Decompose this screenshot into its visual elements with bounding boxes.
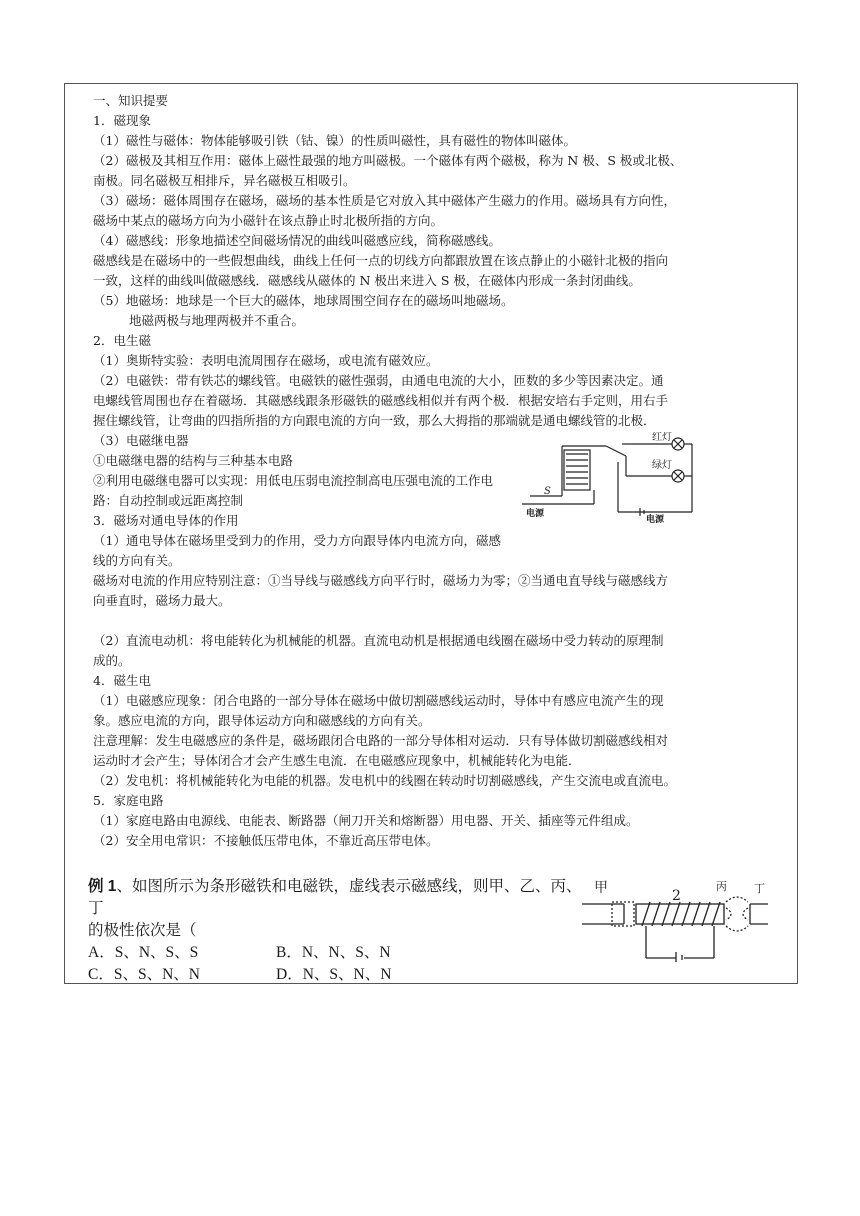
paragraph: （2）安全用电常识：不接触低压带电体，不靠近高压带电体。 [93,833,439,848]
paragraph: （2）电磁铁：带有铁芯的螺线管。电磁铁的磁性强弱，由通电电流的大小，匝数的多少等因素决定。通 [93,373,664,388]
source-label: 电源 [526,509,545,519]
question-text: 、如图所示为条形磁铁和电磁铁，虚线表示磁感线，则甲、乙、丙、丁 [88,878,582,917]
example-label: 例 1 [88,878,117,895]
paragraph: （1）通电导体在磁场里受到力的作用，受力方向跟导体内电流方向，磁感 [93,533,501,548]
paragraph: （2）磁极及其相互作用：磁体上磁性最强的地方叫磁极。一个磁体有两个磁极，称为 N 极、S 极或北极、 [93,153,683,168]
option-c: C．S、S、N、N [88,966,200,983]
source-label: 电源 [646,515,665,524]
option-d: D．N、S、N、N [276,966,392,983]
paragraph: 向垂直时，磁场力最大。 [93,593,231,608]
magnet-figure [580,872,768,964]
green-lamp-label: 绿灯 [652,460,672,471]
paragraph: （4）磁感线：形象地描述空间磁场情况的曲线叫磁感应线，简称磁感线。 [93,233,501,248]
paragraph: （1）磁性与磁体：物体能够吸引铁（钴、镍）的性质叫磁性，具有磁性的物体叫磁体。 [93,133,576,148]
option-a: A．S、N、S、S [88,944,199,961]
paragraph: 路：自动控制或远距离控制 [93,493,244,508]
paragraph: （3）磁场：磁体周围存在磁场，磁场的基本性质是它对放入其中磁体产生磁力的作用。磁场具有方向性， [93,193,676,208]
paragraph: （1）奥斯特实验：表明电流周围存在磁场，或电流有磁效应。 [93,353,439,368]
paragraph: （5）地磁场：地球是一个巨大的磁体，地球周围空间存在的磁场叫地磁场。 [93,293,514,308]
paragraph: 磁场对电流的作用应特别注意：①当导线与磁感线方向平行时，磁场力为零；②当通电直导线与磁感线方 [93,573,669,588]
switch-label: S [544,486,551,497]
label-jia: 甲 [594,880,608,896]
paragraph: （1）电磁感应现象：闭合电路的一部分导体在磁场中做切割磁感线运动时，导体中有感应电流产生的现 [93,693,664,708]
section-title: 一、知识提要 [93,93,169,108]
paragraph: （2）直流电动机：将电能转化为机械能的机器。直流电动机是根据通电线圈在磁场中受力转动的原理制 [93,633,664,648]
paragraph: （3）电磁继电器 [93,433,189,448]
paragraph: 磁场中某点的磁场方向为小磁针在该点静止时北极所指的方向。 [93,213,444,228]
paragraph: 线的方向有关。 [93,553,181,568]
paragraph: ②利用电磁继电器可以实现：用低电压弱电流控制高电压强电流的工作电 [93,473,494,488]
option-b: B．N、N、S、N [276,944,391,961]
paragraph: 注意理解：发生电磁感应的条件是，磁场跟闭合电路的一部分导体相对运动．只有导体做切割磁感线相对 [93,733,669,748]
red-lamp-label: 红灯 [652,432,672,443]
relay-circuit-figure [522,432,698,524]
paragraph: 磁感线是在磁场中的一些假想曲线，曲线上任何一点的切线方向都跟放置在该点静止的小磁针北极的指向 [93,253,669,268]
paragraph: 一致，这样的曲线叫做磁感线．磁感线从磁体的 N 极出来进入 S 极，在磁体内形成一条封闭曲线。 [93,273,641,288]
heading-magnetic-phenomena: 1．磁现象 [93,113,151,128]
label-ding: 丁 [754,882,765,895]
heading-induction: 4．磁生电 [93,673,151,688]
paragraph: 南极。同名磁极互相排斥，异名磁极互相吸引。 [93,173,356,188]
paragraph: （1）家庭电路由电源线、电能表、断路器（闸刀开关和熔断器）用电器、开关、插座等元件组成。 [93,813,639,828]
paragraph: 运动时才会产生；导体闭合才会产生感生电流．在电磁感应现象中，机械能转化为电能． [93,753,581,768]
heading-electromagnetism: 2．电生磁 [93,333,151,348]
paragraph: 成的。 [93,653,131,668]
example-question [88,876,588,986]
paragraph: 地磁两极与地理两极并不重合。 [129,313,305,328]
question-stem [88,876,588,920]
options-row [88,964,588,986]
paragraph: 握住螺线管，让弯曲的四指所指的方向跟电流的方向一致，那么大拇指的那端就是通电螺线管的北极． [93,413,656,428]
paragraph: （2）发电机：将机械能转化为电能的机器。发电机中的线圈在转动时切割磁感线，产生交流电或直流电。 [93,773,676,788]
label-bing: 丙 [716,880,727,893]
spacer [93,611,733,631]
heading-magnetic-force: 3．磁场对通电导体的作用 [93,513,239,528]
options-row [88,942,588,964]
question-text-cont: 的极性依次是（ [88,922,197,939]
paragraph: 象。感应电流的方向，跟导体运动方向和磁感线的方向有关。 [93,713,431,728]
paragraph: ①电磁继电器的结构与三种基本电路 [93,453,294,468]
paragraph: 电螺线管周围也存在着磁场．其磁感线跟条形磁铁的磁感线相似并有两个极．根据安培右手定则，用右手 [93,393,669,408]
heading-household-circuit: 5．家庭电路 [93,793,164,808]
label-yi: 2 [672,888,681,904]
